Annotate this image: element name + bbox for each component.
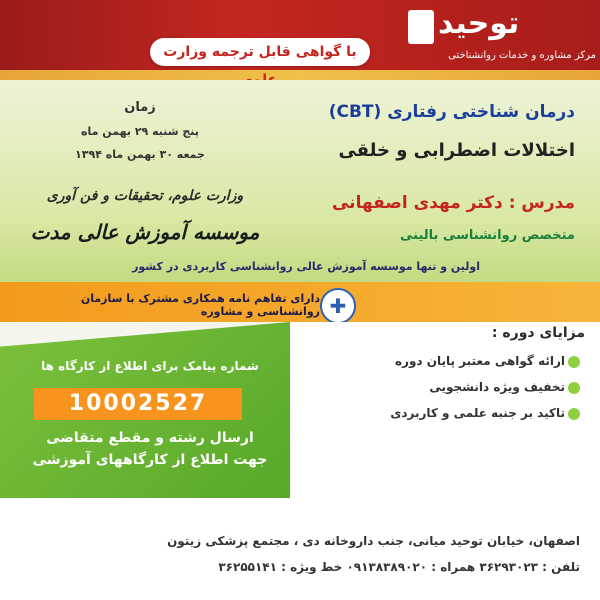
feature-item: تاکید بر جنبه علمی و کاربردی: [390, 406, 565, 420]
sms-send-line-1: ارسال رشته و مقطع متقاضی: [46, 430, 254, 446]
sms-number: 10002527: [34, 388, 242, 420]
institute-only: اولین و تنها موسسه آموزش عالی روانشناسی کاربردی در کشور: [132, 260, 480, 273]
footer-phone: تلفن : ۳۶۲۹۳۰۲۳ همراه : ۰۹۱۳۸۳۸۹۰۲۰ خط ویژه : ۳۶۲۵۵۱۴۱: [218, 560, 580, 574]
logo-title: توحید: [438, 6, 520, 41]
footer-address: اصفهان، خیابان توحید میانی، جنب داروخانه دی ، مجتمع پزشکی زیتون: [167, 534, 580, 548]
logo-icon: [408, 10, 434, 44]
bullet-icon: [568, 356, 580, 368]
agreement-text: دارای تفاهم نامه همکاری مشترک با سازمان روانشناسی و مشاوره: [80, 292, 320, 318]
sms-title: شماره پیامک برای اطلاع از کارگاه ها: [41, 359, 259, 373]
institute-name: موسسه آموزش عالی مدت: [30, 220, 260, 244]
organization-logo-icon: ✚: [320, 288, 356, 324]
feature-item: ارائه گواهی معتبر پایان دوره: [394, 354, 565, 368]
features-title: مزایای دوره :: [491, 325, 585, 341]
feature-item: تخفیف ویژه دانشجویی: [429, 380, 565, 394]
instructor: مدرس : دکتر مهدی اصفهانی: [331, 193, 575, 213]
certificate-badge: با گواهی قابل ترجمه وزارت: [150, 38, 370, 66]
course-title: درمان شناختی رفتاری (CBT): [328, 102, 575, 122]
logo-subtitle: مرکز مشاوره و خدمات روانشناختی: [448, 50, 596, 61]
course-subtitle: اختلالات اضطرابی و خلقی: [338, 140, 575, 161]
time-title: زمان: [124, 100, 156, 115]
bullet-icon: [568, 408, 580, 420]
time-line-1: پنج شنبه ۲۹ بهمن ماه: [81, 125, 199, 138]
footer: [0, 498, 600, 600]
ministry: وزارت علوم، تحقیقات و فن آوری: [46, 188, 244, 204]
sms-send-line-2: جهت اطلاع از کارگاههای آموزشی: [32, 452, 268, 468]
instructor-specialty: متخصص روانشناسی بالینی: [400, 228, 575, 243]
time-line-2: جمعه ۳۰ بهمن ماه ۱۳۹۴: [75, 148, 205, 161]
bullet-icon: [568, 382, 580, 394]
